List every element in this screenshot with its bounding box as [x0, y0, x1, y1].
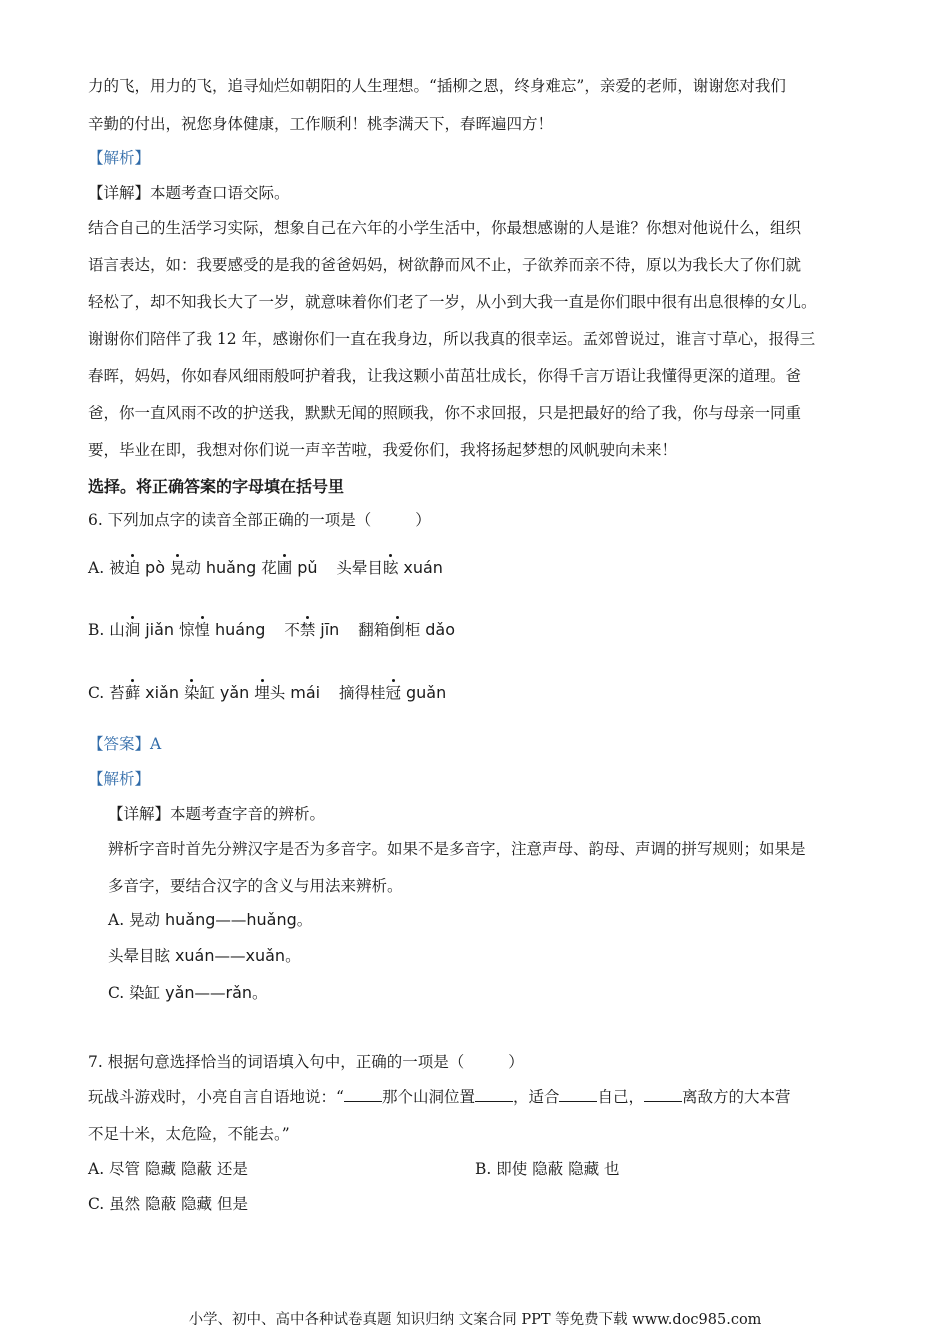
q6-detail: 【详解】本题考查字音的辨析。 [108, 805, 326, 823]
q6-fix-a2: 头晕目眩 xuán——xuǎn。 [108, 946, 301, 965]
intro-line-2: 辛勤的付出，祝您身体健康，工作顺利！桃李满天下，春晖遍四方！ [88, 115, 554, 133]
dotted-char: 晃 [169, 559, 186, 577]
dotted-char: 惶 [194, 621, 211, 639]
dotted-char: 冠 [385, 684, 402, 702]
dotted-char: 眩 [382, 559, 399, 577]
dotted-char: 迫 [124, 559, 141, 577]
fill-blank [559, 1087, 597, 1102]
fill-blank [475, 1087, 513, 1102]
fill-blank [644, 1087, 682, 1102]
pinyin: yǎn [219, 683, 250, 702]
pinyin: mái [290, 683, 321, 702]
section-title: 选择。将正确答案的字母填在括号里 [88, 477, 345, 496]
pinyin: huáng [214, 620, 266, 639]
q7-stem-end: ） [508, 1053, 524, 1071]
analysis-line-6: 爸，你一直风雨不改的护送我，默默无闻的照顾我，你不求回报，只是把最好的给了我，你与母亲一同重 [88, 404, 802, 422]
q6-stem-end: ） [415, 511, 431, 529]
option-label: A. [88, 559, 105, 577]
option-label: B. [88, 621, 105, 639]
q6-option-a: A. 被迫 pò 晃动 huǎng 花圃 pǔ 头晕目眩 xuán [88, 558, 443, 577]
q6-stem-text: 6. 下列加点字的读音全部正确的一项是（ [88, 511, 372, 529]
analysis-line-2: 语言表达，如：我要感受的是我的爸爸妈妈，树欲静而风不止，子欲养而亲不待，原以为我长大了你们就 [88, 256, 802, 274]
dotted-char: 禁 [299, 621, 316, 639]
q7-sentence-line-1: 玩战斗游戏时，小亮自言自语地说：“ 那个山洞位置 ，适合 自己， 离敌方的大本营 [88, 1088, 791, 1106]
fill-blank [344, 1087, 382, 1102]
analysis-label: 【解析】 [88, 149, 151, 167]
analysis-line-1: 结合自己的生活学习实际，想象自己在六年的小学生活中，你最想感谢的人是谁？你想对他说什么，组织 [88, 219, 802, 237]
dotted-char: 圃 [276, 559, 293, 577]
pinyin: xiǎn [145, 683, 179, 702]
analysis-line-7: 要，毕业在即，我想对你们说一声辛苦啦，我爱你们，我将扬起梦想的风帆驶向未来！ [88, 441, 678, 459]
dotted-char: 藓 [124, 684, 141, 702]
analysis-line-4: 谢谢你们陪伴了我 12 年，感谢你们一直在我身边，所以我真的很幸运。孟郊曾说过，谁言寸草心，报得三 [88, 330, 816, 348]
q7-option-c: C. 虽然 隐蔽 隐藏 但是 [88, 1195, 248, 1213]
pinyin: pǔ [297, 558, 318, 577]
q6-option-b: B. 山涧 jiǎn 惊惶 huáng 不禁 jīn 翻箱倒柜 dǎo [88, 620, 455, 639]
dotted-char: 倒 [389, 621, 405, 639]
analysis-line-3: 轻松了，却不知我长大了一岁，就意味着你们老了一岁，从小到大我一直是你们眼中很有出息很棒的女儿。 [88, 293, 817, 311]
pinyin: xuán [403, 558, 443, 577]
pinyin: jīn [320, 620, 340, 639]
page-footer: 小学、初中、高中各种试卷真题 知识归纳 文案合同 PPT 等免费下载 www.doc985.com [188, 1312, 762, 1328]
option-label: C. [88, 684, 105, 702]
q7-option-a: A. 尽管 隐藏 隐蔽 还是 [88, 1160, 248, 1178]
intro-line-1: 力的飞，用力的飞，追寻灿烂如朝阳的人生理想。“插柳之恩，终身难忘”，亲爱的老师，谢谢您对我们 [88, 77, 786, 95]
analysis-detail: 【详解】本题考查口语交际。 [88, 184, 290, 202]
q7-option-b: B. 即使 隐蔽 隐藏 也 [475, 1160, 620, 1178]
q6-option-c: C. 苔藓 xiǎn 染缸 yǎn 埋头 mái 摘得桂冠 guǎn [88, 683, 447, 702]
q7-stem-text: 7. 根据句意选择恰当的词语填入句中，正确的一项是（ [88, 1053, 465, 1071]
pinyin: guǎn [405, 683, 447, 702]
q6-analysis-line-1: 辨析字音时首先分辨汉字是否为多音字。如果不是多音字，注意声母、韵母、声调的拼写规则；如果是 [108, 840, 806, 858]
question-6-stem [88, 510, 431, 530]
analysis-line-5: 春晖，妈妈，你如春风细雨般呵护着我，让我这颗小苗茁壮成长，你得千言万语让我懂得更深的道理。爸 [88, 367, 802, 385]
question-7-stem [88, 1052, 524, 1072]
q6-fix-a1: A. 晃动 huǎng——huǎng。 [108, 910, 313, 929]
q7-sentence-line-2: 不足十米，太危险，不能去。” [88, 1125, 290, 1143]
dotted-char: 涧 [124, 621, 141, 639]
pinyin: huǎng [205, 558, 257, 577]
q6-answer: 【答案】A [88, 735, 162, 753]
pinyin: jiǎn [145, 620, 175, 639]
q6-analysis-label: 【解析】 [88, 770, 151, 788]
pinyin: dǎo [425, 620, 455, 639]
pinyin: pò [145, 558, 165, 577]
dotted-char: 染 [183, 684, 200, 702]
q6-fix-c: C. 染缸 yǎn——rǎn。 [108, 983, 268, 1002]
q6-analysis-line-2: 多音字，要结合汉字的含义与用法来辨析。 [108, 877, 403, 895]
dotted-char: 埋 [254, 684, 270, 702]
